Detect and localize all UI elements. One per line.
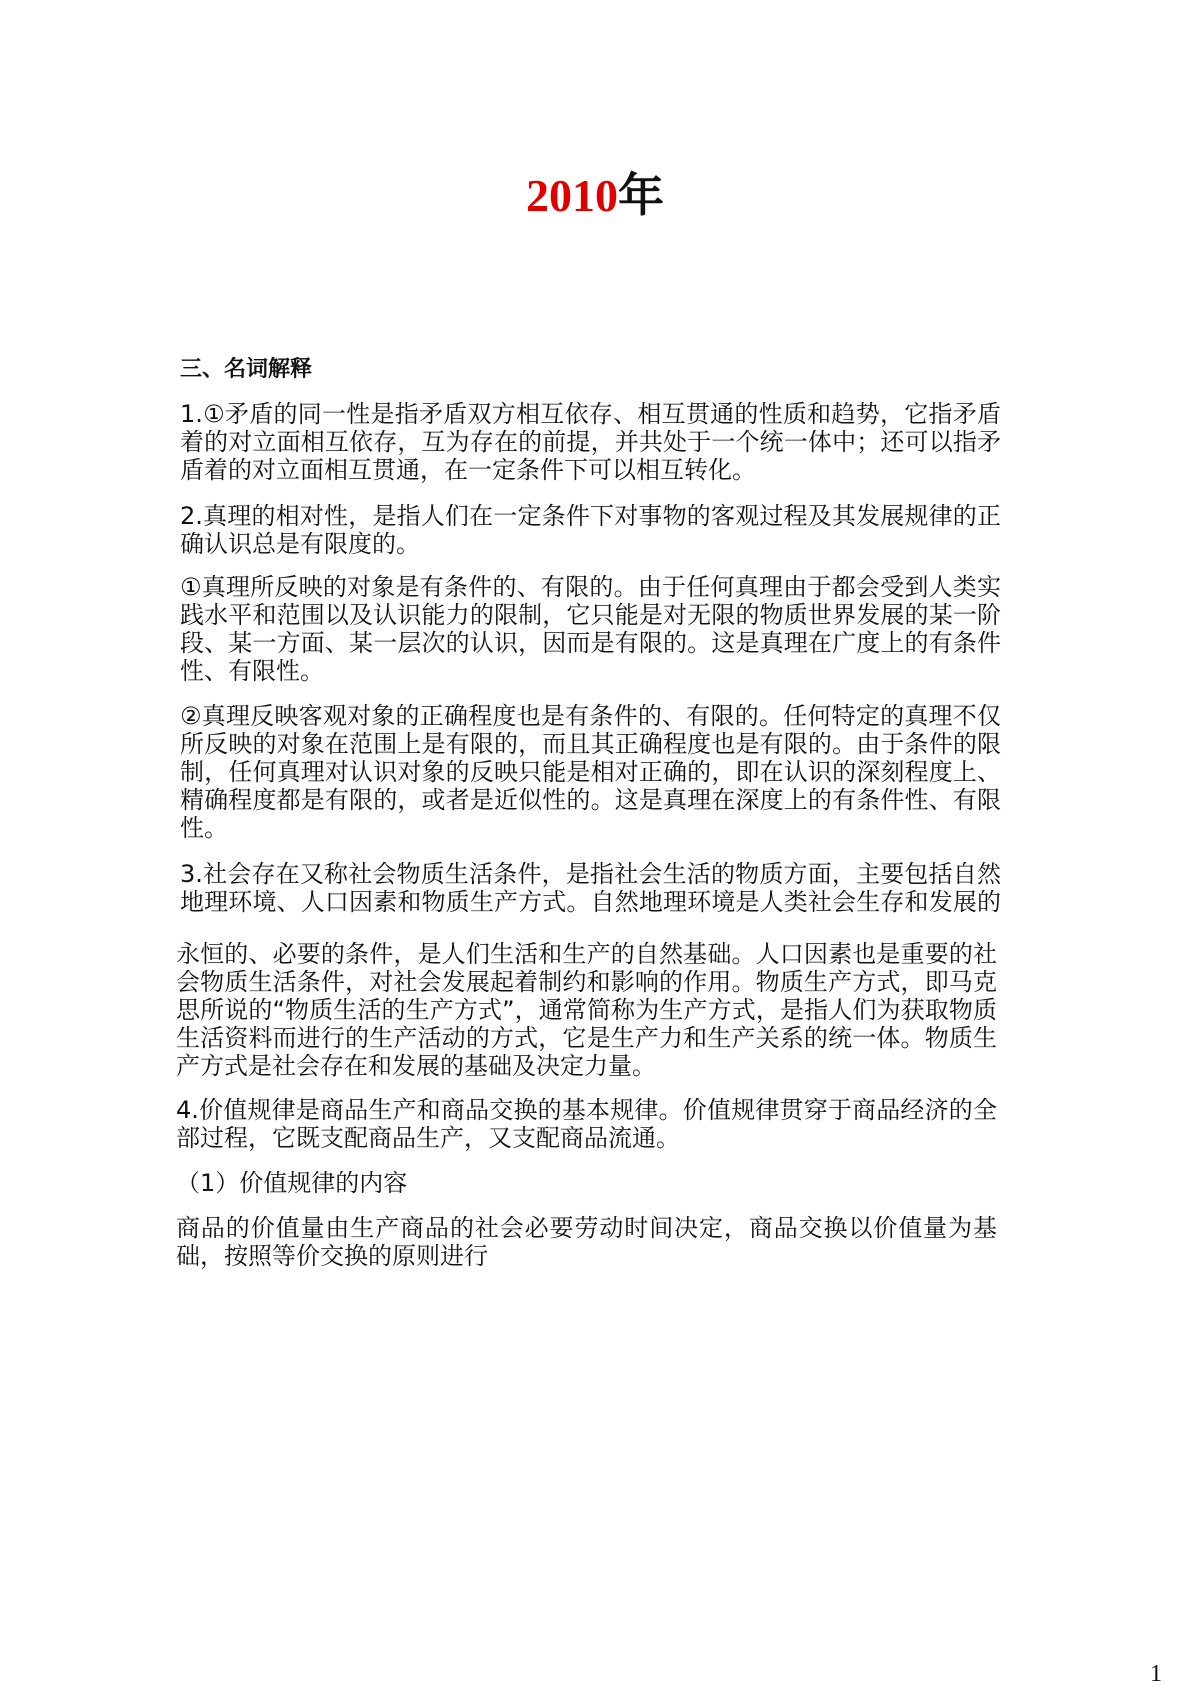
paragraph-line: 着的对立面相互依存，互为存在的前提，并共处于一个统一体中；还可以指矛 xyxy=(180,428,1001,456)
paragraph-line: 产方式是社会存在和发展的基础及决定力量。 xyxy=(176,1052,656,1080)
paragraph-line: 地理环境、人口因素和物质生产方式。自然地理环境是人类社会生存和发展的 xyxy=(180,888,1001,916)
title-suffix: 年 xyxy=(618,168,664,222)
paragraph-line: 永恒的、必要的条件，是人们生活和生产的自然基础。人口因素也是重要的社 xyxy=(176,940,997,968)
paragraph xyxy=(180,502,1001,558)
paragraph-line: 性。 xyxy=(180,814,228,842)
paragraph-line: 1.①矛盾的同一性是指矛盾双方相互依存、相互贯通的性质和趋势，它指矛盾 xyxy=(180,400,1001,428)
paragraph-line: 思所说的“物质生活的生产方式”，通常简称为生产方式，是指人们为获取物质 xyxy=(176,996,997,1024)
paragraph-line: 础，按照等价交换的原则进行 xyxy=(176,1242,488,1270)
paragraph xyxy=(176,1214,997,1270)
paragraph-line: 践水平和范围以及认识能力的限制，它只能是对无限的物质世界发展的某一阶 xyxy=(180,601,1001,629)
paragraph-line: 制，任何真理对认识对象的反映只能是相对正确的，即在认识的深刻程度上、 xyxy=(180,758,1001,786)
paragraph xyxy=(180,400,1001,484)
page-title xyxy=(0,165,1190,226)
paragraph-line: 4.价值规律是商品生产和商品交换的基本规律。价值规律贯穿于商品经济的全 xyxy=(176,1096,997,1124)
paragraph-line: 盾着的对立面相互贯通，在一定条件下可以相互转化。 xyxy=(180,456,756,484)
paragraph xyxy=(176,940,997,1080)
paragraph-line: 所反映的对象在范围上是有限的，而且其正确程度也是有限的。由于条件的限 xyxy=(180,730,1001,758)
paragraph xyxy=(176,1096,997,1152)
paragraph-line: （1）价值规律的内容 xyxy=(176,1169,408,1197)
paragraph-line: ①真理所反映的对象是有条件的、有限的。由于任何真理由于都会受到人类实 xyxy=(180,573,1001,601)
paragraph xyxy=(180,860,1001,916)
paragraph-line: 2.真理的相对性，是指人们在一定条件下对事物的客观过程及其发展规律的正 xyxy=(180,502,1001,530)
paragraph-line: ②真理反映客观对象的正确程度也是有条件的、有限的。任何特定的真理不仅 xyxy=(180,702,1001,730)
paragraph-line: 确认识总是有限度的。 xyxy=(180,530,420,558)
paragraph-line: 生活资料而进行的生产活动的方式，它是生产力和生产关系的统一体。物质生 xyxy=(176,1024,997,1052)
paragraph xyxy=(176,1169,997,1197)
paragraph-line: 段、某一方面、某一层次的认识，因而是有限的。这是真理在广度上的有条件 xyxy=(180,629,1001,657)
title-year: 2010 xyxy=(526,170,618,221)
paragraph xyxy=(180,702,1001,842)
page-number: 1 xyxy=(1150,1661,1162,1687)
paragraph xyxy=(180,573,1001,685)
paragraph-line: 性、有限性。 xyxy=(180,657,324,685)
paragraph-line: 商品的价值量由生产商品的社会必要劳动时间决定，商品交换以价值量为基 xyxy=(176,1214,997,1242)
section-heading: 三、名词解释 xyxy=(180,357,313,382)
paragraph-line: 3.社会存在又称社会物质生活条件，是指社会生活的物质方面，主要包括自然 xyxy=(180,860,1001,888)
paragraph-line: 会物质生活条件，对社会发展起着制约和影响的作用。物质生产方式，即马克 xyxy=(176,968,997,996)
paragraph-line: 精确程度都是有限的，或者是近似性的。这是真理在深度上的有条件性、有限 xyxy=(180,786,1001,814)
paragraph-line: 部过程，它既支配商品生产，又支配商品流通。 xyxy=(176,1124,680,1152)
